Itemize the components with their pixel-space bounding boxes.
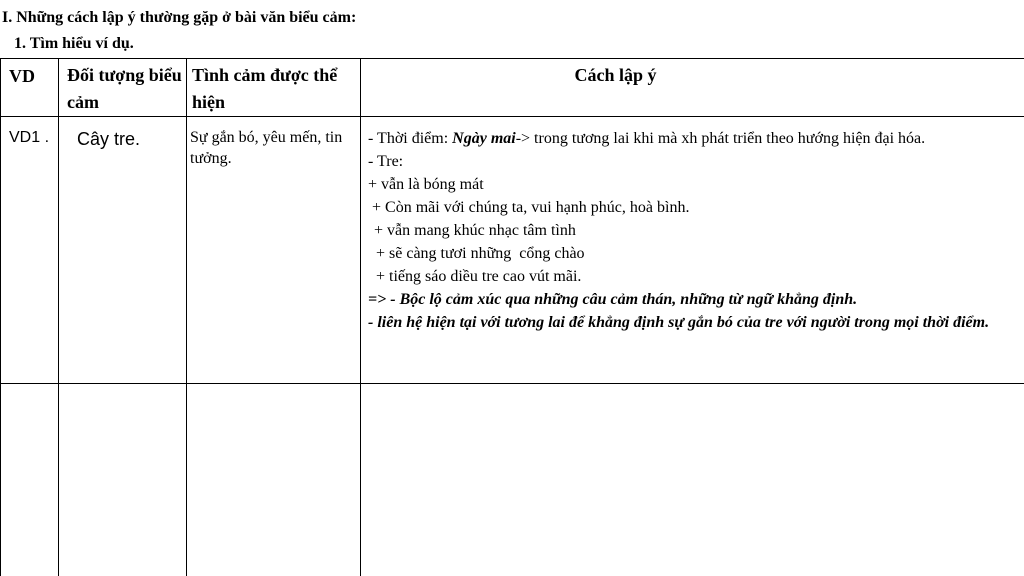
- sub-title: 1. Tìm hiểu ví dụ.: [14, 35, 134, 52]
- table-header-row: [1, 59, 1024, 117]
- method-item: + sẽ càng tươi những cổng chào: [376, 245, 585, 262]
- empty-cell: [187, 384, 361, 576]
- table-row: [1, 117, 1024, 384]
- empty-cell: [59, 384, 187, 576]
- column-header-vd: VD: [1, 59, 59, 117]
- empty-cell: [361, 384, 1024, 576]
- method-item: + vẫn là bóng mát: [368, 176, 484, 193]
- column-header-method: [361, 59, 1024, 117]
- method-conclusion-1: => - Bộc lộ cảm xúc qua những câu cảm thán, những từ ngữ khẳng định.: [368, 291, 858, 308]
- method-time-rest: -> trong tương lai khi mà xh phát triển theo hướng hiện đại hóa.: [515, 130, 926, 147]
- empty-cell: [1, 384, 59, 576]
- column-header-method-label: Cách lập ý: [574, 65, 657, 85]
- column-header-feeling: Tình cảm được thể hiện: [187, 59, 361, 117]
- cell-vd: VD1 .: [1, 117, 59, 384]
- method-tre-label: - Tre:: [368, 153, 404, 170]
- cell-object: Cây tre.: [59, 117, 187, 384]
- column-header-object: Đối tượng biểu cảm: [59, 59, 187, 117]
- method-item: + tiếng sáo diều tre cao vút mãi.: [376, 268, 582, 285]
- method-time-keyword: Ngày mai: [452, 130, 516, 147]
- method-item: + Còn mãi với chúng ta, vui hạnh phúc, hoà bình.: [372, 199, 690, 216]
- section-title: I. Những cách lập ý thường gặp ở bài văn biểu cảm:: [2, 9, 357, 26]
- method-time-prefix: - Thời điểm:: [368, 130, 453, 147]
- method-item: + vẫn mang khúc nhạc tâm tình: [374, 222, 576, 239]
- cell-method: [361, 117, 1024, 384]
- example-table: [0, 58, 1024, 576]
- cell-feeling: Sự gắn bó, yêu mến, tin tưởng.: [187, 117, 361, 384]
- method-conclusion-2: - liên hệ hiện tại với tương lai để khẳng định sự gắn bó của tre với người trong mọi thời điểm.: [368, 314, 990, 331]
- table-row-empty: [1, 384, 1024, 576]
- method-time-line: [368, 127, 1024, 150]
